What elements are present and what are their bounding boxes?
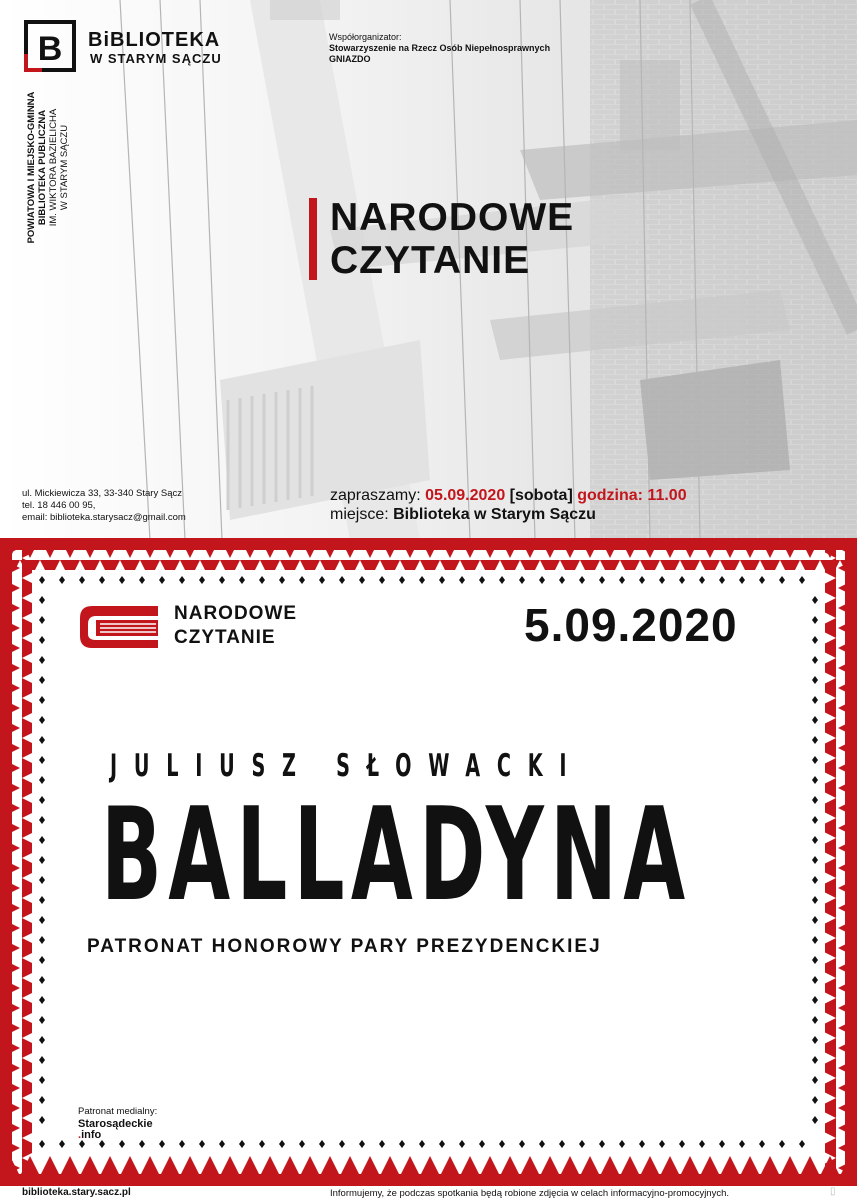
media-tld: info xyxy=(81,1129,102,1141)
invite-date: 05.09.2020 xyxy=(425,487,506,504)
coorganizer-label: Współorganizator: xyxy=(329,32,402,42)
website-link[interactable]: biblioteka.stary.sacz.pl xyxy=(22,1187,131,1198)
author-name: JULIUSZ SŁOWACKI xyxy=(110,748,584,784)
book-icon xyxy=(78,604,160,650)
event-logo-line2: CZYTANIE xyxy=(174,627,276,648)
invite-prefix: zapraszamy: xyxy=(330,487,426,504)
media-patron-logo xyxy=(78,1119,153,1141)
place-line xyxy=(330,505,687,524)
address-email: email: biblioteka.starysacz@gmail.com xyxy=(22,512,186,523)
address-block xyxy=(22,488,186,524)
event-date: 5.09.2020 xyxy=(524,599,738,651)
coorganizer-short: GNIAZDO xyxy=(329,54,371,64)
place-name: Biblioteka w Starym Sączu xyxy=(393,506,596,523)
coorganizer-block xyxy=(329,32,550,65)
library-name: BiBLIOTEKA xyxy=(88,29,221,51)
logo-letter: B xyxy=(37,30,63,68)
invite-line xyxy=(330,486,687,505)
corner-mark-icon: ▯ xyxy=(830,1186,836,1197)
patronage-line: PATRONAT HONOROWY PARY PREZYDENCKIEJ xyxy=(87,936,602,957)
invite-day: [sobota] xyxy=(505,487,578,504)
address-street: ul. Mickiewicza 33, 33-340 Stary Sącz xyxy=(22,488,182,499)
invite-time: godzina: 11.00 xyxy=(577,487,687,504)
media-tld-line xyxy=(78,1130,153,1141)
coorganizer-name: Stowarzyszenie na Rzecz Osób Niepełnosprawnych xyxy=(329,43,551,53)
poster-title xyxy=(330,196,574,282)
media-patron-label: Patronat medialny: xyxy=(78,1106,158,1117)
media-name: Starosądeckie xyxy=(78,1118,153,1130)
poster-title-line2: CZYTANIE xyxy=(330,239,531,282)
vertical-line-4: W STARYM SĄCZU xyxy=(59,124,70,211)
poster-title-line1: NARODOWE xyxy=(330,196,575,239)
address-phone: tel. 18 446 00 95, xyxy=(22,500,96,511)
event-logo-text xyxy=(174,602,297,650)
title-accent-bar xyxy=(309,198,317,280)
library-logo-icon xyxy=(24,20,76,72)
vertical-line-1: POWIATOWA I MIEJSKO-GMINNA xyxy=(26,91,37,244)
photo-notice: Informujemy, że podczas spotkania będą robione zdjęcia w celach informacyjno-promocyjnych. xyxy=(330,1188,730,1199)
invitation-block xyxy=(330,486,687,524)
event-logo-line1: NARODOWE xyxy=(174,603,298,624)
library-full-name xyxy=(26,75,70,260)
library-location: W STARYM SĄCZU xyxy=(90,51,222,66)
place-prefix: miejsce: xyxy=(330,506,394,523)
media-dot: . xyxy=(78,1129,82,1141)
vertical-line-3: IM. WIKTORA BAZIELICHA xyxy=(48,108,59,227)
vertical-line-2: BIBLIOTEKA PUBLICZNA xyxy=(37,109,48,226)
work-title: BALLADYNA xyxy=(101,781,692,930)
